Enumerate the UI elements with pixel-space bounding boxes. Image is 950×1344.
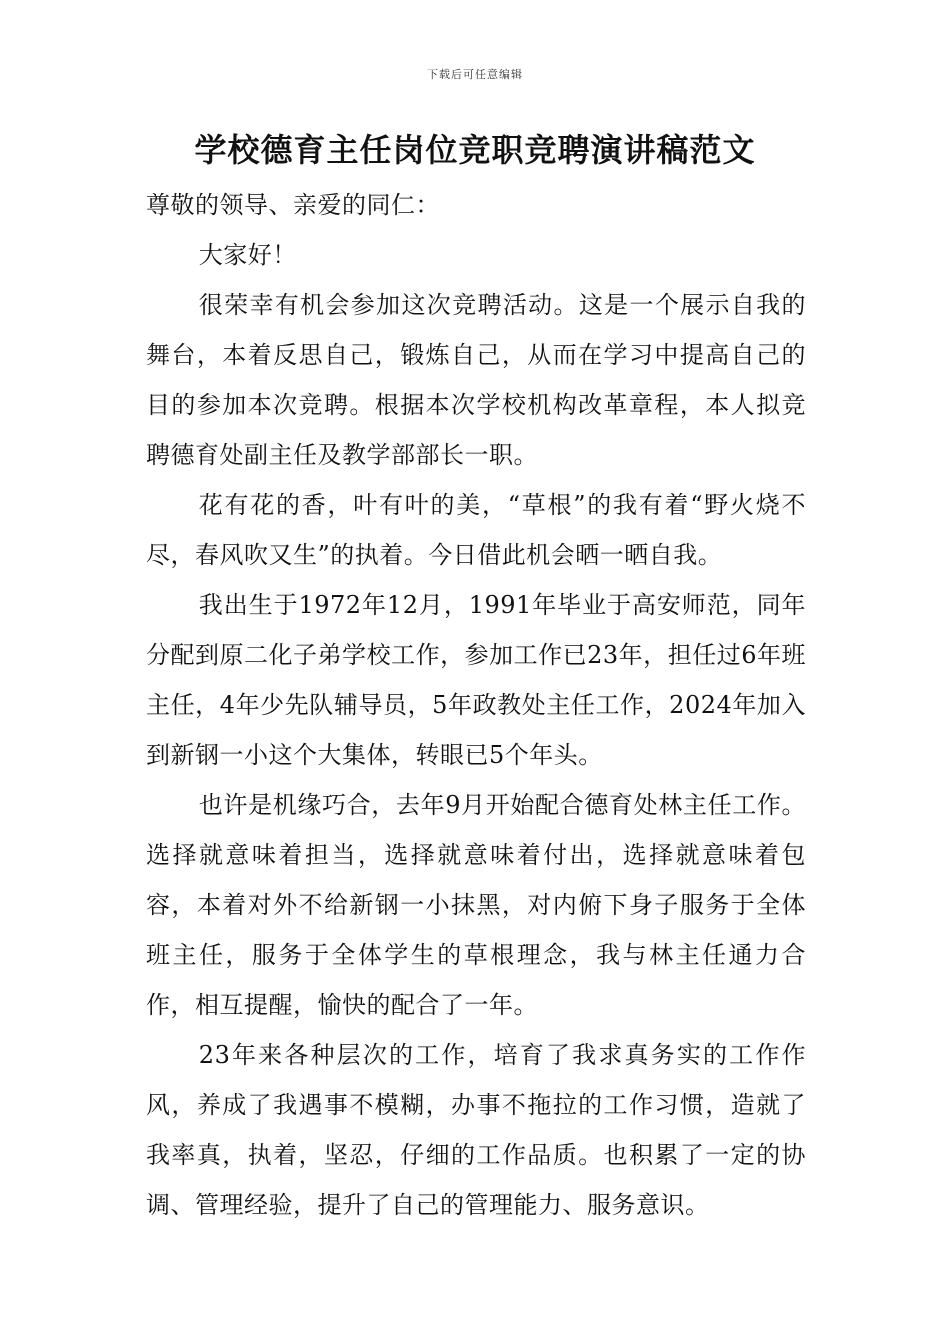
document-body xyxy=(146,180,806,1230)
paragraph-self-description: 花有花的香，叶有叶的美，“草根”的我有着“野火烧不尽，春风吹又生”的执着。今日借此机会晒一晒自我。 xyxy=(146,491,806,569)
salutation: 尊敬的领导、亲爱的同仁： xyxy=(146,191,440,219)
paragraph-introduction: 很荣幸有机会参加这次竞聘活动。这是一个展示自我的舞台，本着反思自己，锻炼自己，从而在学习中提高自己的目的参加本次竞聘。根据本次学校机构改革章程，本人拟竞聘德育处副主任及教学部部长一职。 xyxy=(146,291,806,469)
paragraph-background: 我出生于1972年12月，1991年毕业于高安师范，同年分配到原二化子弟学校工作，参加工作已23年，担任过6年班主任，4年少先队辅导员，5年政教处主任工作，2024年加入到新钢一小这个大集体，转眼已5个年头。 xyxy=(146,591,806,769)
paragraph-recent-work: 也许是机缘巧合，去年9月开始配合德育处林主任工作。选择就意味着担当，选择就意味着付出，选择就意味着包容，本着对外不给新钢一小抹黑，对内俯下身子服务于全体班主任，服务于全体学生的草根理念，我与林主任通力合作，相互提醒，愉快的配合了一年。 xyxy=(146,791,806,1019)
header-note: 下载后可任意编辑 xyxy=(427,68,523,81)
paragraph-greeting: 大家好！ xyxy=(198,241,297,269)
document-title: 学校德育主任岗位竞职竞聘演讲稿范文 xyxy=(194,131,756,169)
paragraph-experience: 23年来各种层次的工作，培育了我求真务实的工作作风，养成了我遇事不模糊，办事不拖拉的工作习惯，造就了我率真，执着，坚忍，仔细的工作品质。也积累了一定的协调、管理经验，提升了自己的管理能力、服务意识。 xyxy=(146,1041,806,1219)
